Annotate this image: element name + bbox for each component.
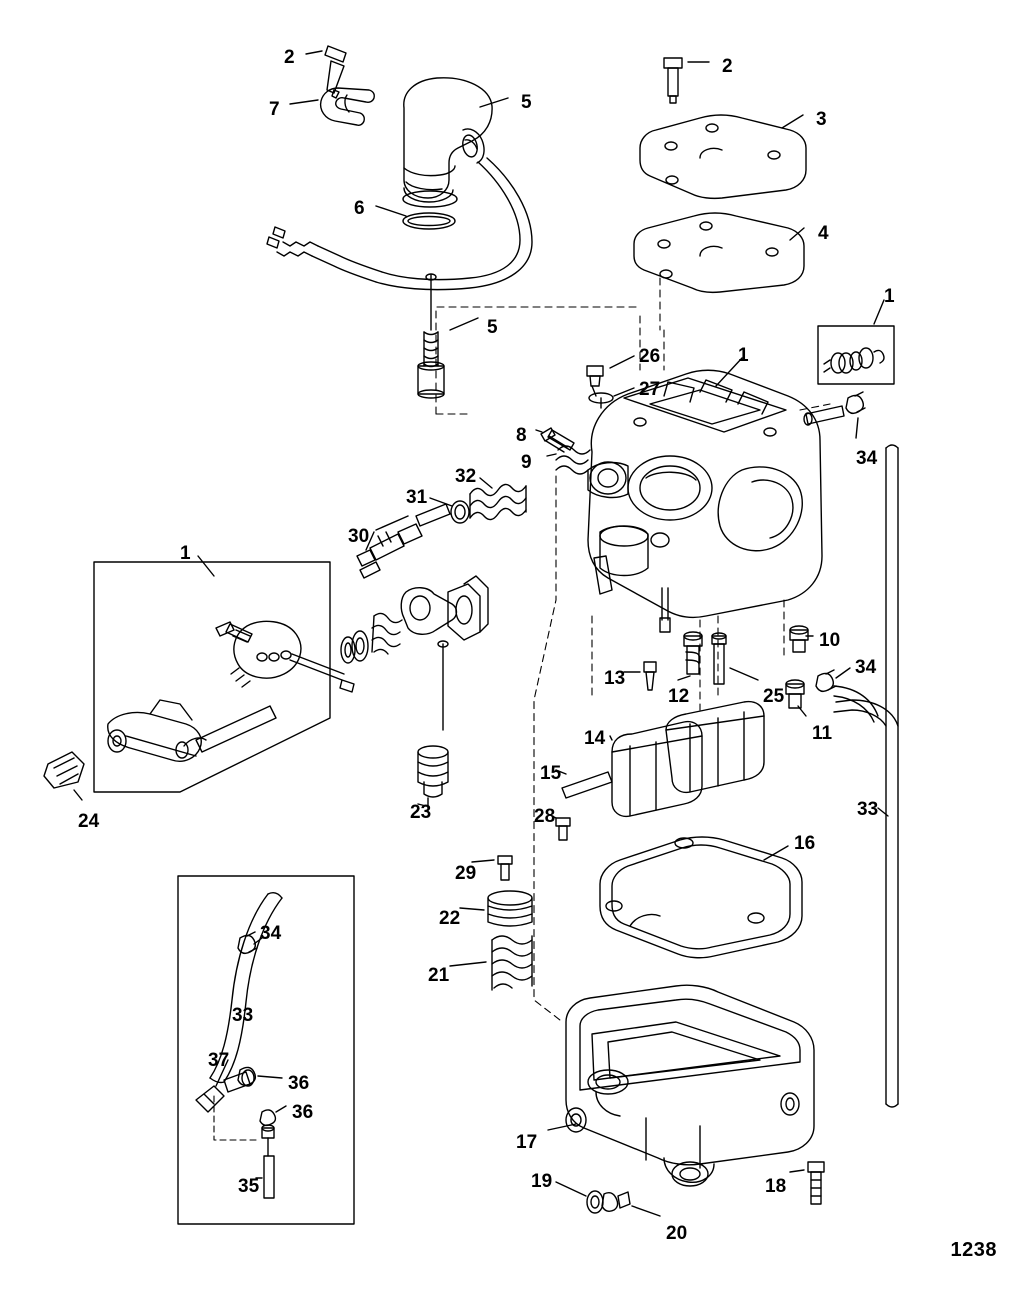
part-24-clip: [44, 752, 84, 800]
callout-number: 35: [238, 1176, 260, 1197]
part-27-pilot-screw: [589, 388, 634, 408]
callout-number: 10: [819, 630, 841, 651]
part-9-spring-short: [547, 446, 590, 474]
callout-number: 36: [292, 1102, 314, 1123]
part-14-float: [610, 702, 764, 817]
callout-number: 9: [521, 452, 532, 473]
callout-number: 13: [604, 668, 626, 689]
part-22-diaphragm: [460, 891, 532, 926]
part-13-needle: [624, 662, 656, 690]
callout-number: 28: [534, 806, 556, 827]
callout-number: 26: [639, 346, 661, 367]
callout-number: 8: [516, 425, 527, 446]
callout-number: 14: [584, 728, 606, 749]
part-10-plug: [790, 626, 813, 652]
callout-number: 7: [269, 99, 280, 120]
part-29-screw: [472, 856, 512, 880]
part-6-o-ring: [376, 206, 455, 229]
callout-number: 4: [818, 223, 829, 244]
part-5-spring-plunger: [418, 274, 478, 398]
part-1-inset-left-linkage: [94, 556, 488, 792]
part-18-screw: [790, 1162, 824, 1204]
part-16-bowl-gasket: [600, 837, 802, 958]
figure-number: 1238: [950, 1239, 997, 1261]
callout-number: 33: [232, 1005, 254, 1026]
part-8-screw: [536, 428, 574, 452]
part-3-cover-plate: [640, 115, 806, 198]
callout-number: 22: [439, 908, 461, 929]
part-25-jet: [712, 633, 758, 684]
callout-number: 23: [410, 802, 432, 823]
callout-number: 1: [884, 286, 895, 307]
callout-number: 18: [765, 1176, 787, 1197]
part-17-float-bowl: [548, 985, 814, 1186]
callout-number: 25: [763, 686, 785, 707]
callout-number: 16: [794, 833, 816, 854]
callout-number: 24: [78, 811, 100, 832]
part-12-jet: [678, 632, 702, 680]
part-2-screw-left: [306, 46, 346, 98]
part-1-inset-top-right: [818, 300, 894, 384]
part-30-needle-jet: [357, 504, 450, 578]
callout-number: 3: [816, 109, 827, 130]
part-32-spring: [470, 478, 526, 520]
callout-number: 2: [722, 56, 733, 77]
part-15-float-pin: [556, 770, 612, 798]
callout-number: 33: [857, 799, 879, 820]
callout-number: 19: [531, 1171, 553, 1192]
part-2-screw-right: [664, 58, 709, 103]
part-19-washer: [556, 1182, 603, 1213]
part-5-intake-elbow: [403, 78, 508, 207]
callout-number: 36: [288, 1073, 310, 1094]
callout-number: 11: [812, 723, 833, 744]
callout-number: 15: [540, 763, 562, 784]
callout-number: 34: [855, 657, 877, 678]
callout-number: 29: [455, 863, 477, 884]
callout-number: 20: [666, 1223, 688, 1244]
part-26-fitting: [587, 356, 634, 396]
callout-number: 31: [406, 487, 428, 508]
carburetor-main-body: [588, 358, 822, 632]
callout-number: 1: [180, 543, 191, 564]
part-33-hose-long: [834, 445, 898, 1107]
part-5-hose-assembly: [267, 158, 532, 290]
callout-number: 37: [208, 1050, 230, 1071]
callout-number: 12: [668, 686, 690, 707]
callout-number: 5: [487, 317, 498, 338]
callout-number: 21: [428, 965, 450, 986]
callout-number: 30: [348, 526, 370, 547]
callout-number: 32: [455, 466, 477, 487]
callout-number: 27: [639, 379, 661, 400]
part-21-spring: [450, 936, 532, 990]
part-11-plug: [786, 680, 806, 716]
callout-number: 5: [521, 92, 532, 113]
callout-number: 6: [354, 198, 365, 219]
callout-number: 34: [856, 448, 878, 469]
callout-number: 34: [260, 923, 282, 944]
part-20-drain-screw: [602, 1192, 660, 1216]
callout-number: 2: [284, 47, 295, 68]
callout-number: 17: [516, 1132, 538, 1153]
callout-number: 1: [738, 345, 749, 366]
